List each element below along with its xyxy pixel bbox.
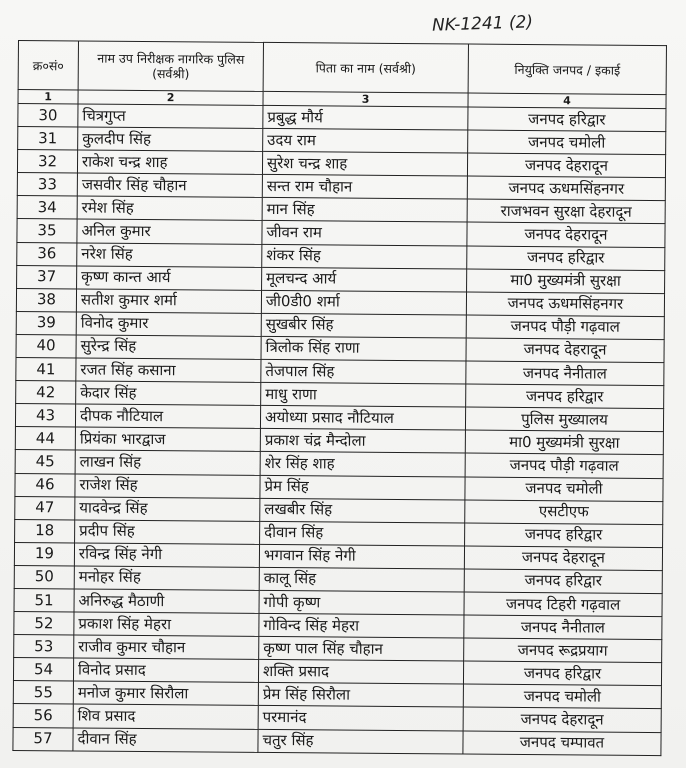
posting-cell: जनपद देहरादून <box>466 338 664 363</box>
serial-cell: 32 <box>17 150 77 174</box>
father-cell: प्रकाश चंद्र मैन्दोला <box>260 429 465 454</box>
posting-cell: एसटीएफ <box>465 500 663 525</box>
father-cell: शेर सिंह शाह <box>260 452 465 477</box>
posting-cell: जनपद चमोली <box>468 130 666 155</box>
name-cell: दीपक नौटियाल <box>75 404 260 429</box>
serial-cell: 47 <box>15 496 75 520</box>
serial-cell: 50 <box>14 565 74 589</box>
posting-cell: जनपद देहरादून <box>463 707 661 732</box>
name-cell: विनोद प्रसाद <box>73 658 258 683</box>
posting-cell: जनपद देहरादून <box>464 546 662 571</box>
father-cell: उदय राम <box>263 129 468 154</box>
serial-cell: 40 <box>16 334 76 358</box>
name-cell: सतीश कुमार शर्मा <box>76 289 261 314</box>
serial-cell: 51 <box>14 588 74 612</box>
posting-cell: जनपद चमोली <box>465 477 663 502</box>
father-cell: मूलचन्द आर्य <box>262 267 467 292</box>
name-cell: विनोद कुमार <box>76 312 261 337</box>
posting-cell: जनपद हरिद्वार <box>467 246 665 271</box>
father-cell: सुखबीर सिंह <box>261 313 466 338</box>
table-row <box>13 727 661 755</box>
serial-cell: 54 <box>13 658 73 682</box>
father-cell: त्रिलोक सिंह राणा <box>261 336 466 361</box>
father-cell: दीवान सिंह <box>260 521 465 546</box>
name-cell: कृष्ण कान्त आर्य <box>77 266 262 291</box>
serial-cell: 55 <box>13 681 73 705</box>
father-cell: भगवान सिंह नेगी <box>259 544 464 569</box>
posting-cell: जनपद ऊधमसिंहनगर <box>466 292 664 317</box>
serial-cell: 31 <box>18 127 78 151</box>
serial-cell: 52 <box>14 612 74 636</box>
name-cell: कुलदीप सिंह <box>78 127 263 152</box>
name-cell: राकेश चन्द्र शाह <box>77 150 262 175</box>
serial-cell: 37 <box>17 265 77 289</box>
serial-cell: 39 <box>16 311 76 335</box>
serial-cell: 53 <box>14 635 74 659</box>
father-cell: परमानंद <box>258 706 463 731</box>
name-cell: यादवेन्द्र सिंह <box>75 497 260 522</box>
serial-cell: 46 <box>15 473 75 497</box>
serial-cell: 41 <box>16 358 76 382</box>
name-cell: दीवान सिंह <box>73 727 258 752</box>
name-cell: प्रकाश सिंह मेहरा <box>74 612 259 637</box>
name-cell: नरेश सिंह <box>77 243 262 268</box>
name-cell: चित्रगुप्त <box>78 104 263 129</box>
posting-cell: मा0 मुख्यमंत्री सुरक्षा <box>467 269 665 294</box>
father-cell: लखबीर सिंह <box>260 498 465 523</box>
father-cell: गोपी कृष्ण <box>259 590 464 615</box>
name-cell: रजत सिंह कसाना <box>76 358 261 383</box>
posting-cell: जनपद देहरादून <box>467 223 665 248</box>
serial-cell: 33 <box>17 173 77 197</box>
posting-cell: जनपद रूद्रप्रयाग <box>464 638 662 663</box>
name-cell: रमेश सिंह <box>77 196 262 221</box>
serial-cell: 43 <box>15 404 75 428</box>
posting-cell: जनपद नैनीताल <box>464 615 662 640</box>
posting-cell: जनपद पौड़ी गढ़वाल <box>465 453 663 478</box>
father-cell: कालू सिंह <box>259 567 464 592</box>
name-cell: राजीव कुमार चौहान <box>74 635 259 660</box>
posting-cell: जनपद ऊधमसिंहनगर <box>467 176 665 201</box>
serial-cell: 42 <box>16 381 76 405</box>
serial-cell: 18 <box>15 519 75 543</box>
posting-cell: जनपद हरिद्वार <box>463 661 661 686</box>
table-body <box>13 104 666 756</box>
reference-note: NK-1241 (2) <box>431 12 534 36</box>
posting-cell: जनपद चमोली <box>463 684 661 709</box>
posting-cell: जनपद देहरादून <box>467 153 665 178</box>
header-father: पिता का नाम (सर्वश्री) <box>263 42 468 93</box>
posting-cell: राजभवन सुरक्षा देहरादून <box>467 199 665 224</box>
posting-cell: जनपद हरिद्वार <box>465 523 663 548</box>
serial-cell: 44 <box>15 427 75 451</box>
name-cell: लाखन सिंह <box>75 450 260 475</box>
father-cell: तेजपाल सिंह <box>261 359 466 384</box>
serial-cell: 56 <box>13 704 73 728</box>
posting-cell: पुलिस मुख्यालय <box>465 407 663 432</box>
header-name: नाम उप निरीक्षक नागरिक पुलिस (सर्वश्री) <box>78 41 263 91</box>
posting-table <box>12 40 667 756</box>
name-cell: राजेश सिंह <box>75 473 260 498</box>
name-cell: प्रियंका भारद्वाज <box>75 427 260 452</box>
father-cell: प्रेम सिंह <box>260 475 465 500</box>
name-cell: जसवीर सिंह चौहान <box>77 173 262 198</box>
name-cell: रविन्द्र सिंह नेगी <box>74 543 259 568</box>
father-cell: चतुर सिंह <box>258 729 463 754</box>
serial-cell: 36 <box>17 242 77 266</box>
father-cell: सन्त राम चौहान <box>262 175 467 200</box>
name-cell: प्रदीप सिंह <box>75 520 260 545</box>
posting-cell: जनपद हरिद्वार <box>468 107 666 132</box>
father-cell: मान सिंह <box>262 198 467 223</box>
column-number: 4 <box>468 93 666 109</box>
serial-cell: 30 <box>18 104 78 128</box>
column-number: 3 <box>263 91 468 107</box>
father-cell: माधु राणा <box>261 383 466 408</box>
posting-cell: जनपद हरिद्वार <box>466 384 664 409</box>
name-cell: सुरेन्द्र सिंह <box>76 335 261 360</box>
name-cell: केदार सिंह <box>76 381 261 406</box>
serial-cell: 19 <box>14 542 74 566</box>
father-cell: जीवन राम <box>262 221 467 246</box>
column-number: 2 <box>78 90 263 105</box>
serial-cell: 35 <box>17 219 77 243</box>
posting-cell: जनपद चम्पावत <box>463 731 661 756</box>
father-cell: जी0डी0 शर्मा <box>261 290 466 315</box>
posting-cell: जनपद नैनीताल <box>466 361 664 386</box>
header-serial: क्र०सं० <box>18 41 78 90</box>
serial-cell: 45 <box>15 450 75 474</box>
header-row <box>18 41 666 95</box>
father-cell: प्रेम सिंह सिरौला <box>258 683 463 708</box>
name-cell: अनिरुद्ध मैठाणी <box>74 589 259 614</box>
posting-cell: जनपद हरिद्वार <box>464 569 662 594</box>
father-cell: शक्ति प्रसाद <box>258 660 463 685</box>
column-number: 1 <box>18 90 78 104</box>
serial-cell: 38 <box>16 288 76 312</box>
name-cell: शिव प्रसाद <box>73 704 258 729</box>
name-cell: मनोहर सिंह <box>74 566 259 591</box>
father-cell: शंकर सिंह <box>262 244 467 269</box>
posting-cell: जनपद टिहरी गढ़वाल <box>464 592 662 617</box>
father-cell: गोविन्द सिंह मेहरा <box>259 613 464 638</box>
posting-cell: जनपद पौड़ी गढ़वाल <box>466 315 664 340</box>
father-cell: प्रबुद्ध मौर्य <box>263 105 468 130</box>
posting-cell: मा0 मुख्यमंत्री सुरक्षा <box>465 430 663 455</box>
serial-cell: 34 <box>17 196 77 220</box>
father-cell: अयोध्या प्रसाद नौटियाल <box>260 406 465 431</box>
father-cell: कृष्ण पाल सिंह चौहान <box>259 637 464 662</box>
name-cell: मनोज कुमार सिरौला <box>73 681 258 706</box>
serial-cell: 57 <box>13 727 73 751</box>
header-posting: नियुक्ति जनपद / इकाई <box>468 44 666 95</box>
father-cell: सुरेश चन्द्र शाह <box>262 152 467 177</box>
name-cell: अनिल कुमार <box>77 219 262 244</box>
